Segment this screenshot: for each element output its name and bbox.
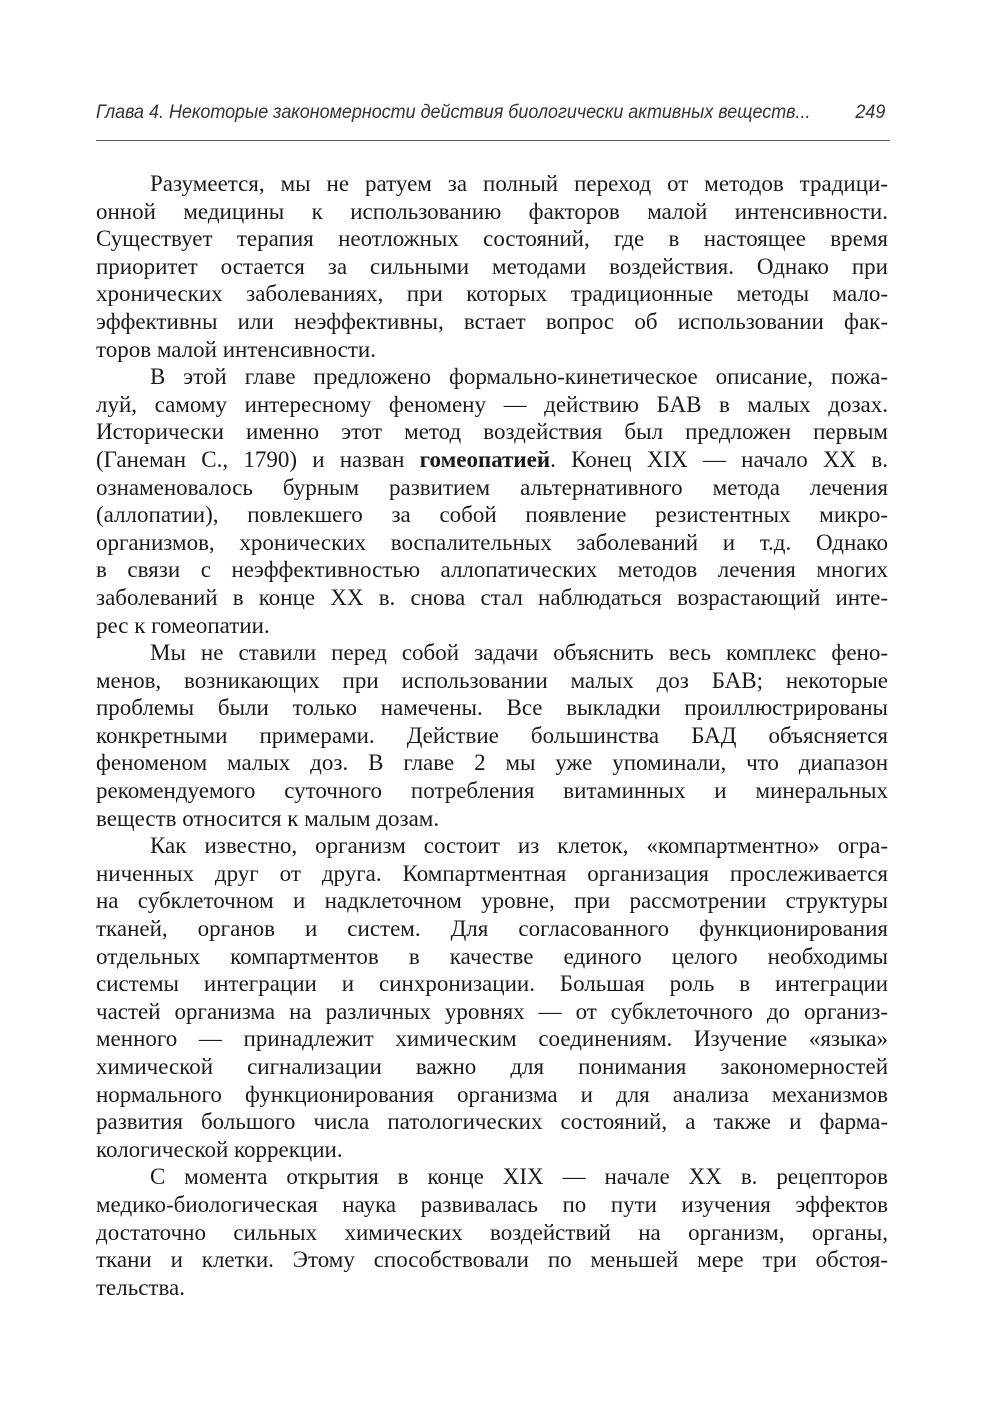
- text-line: [96, 556, 888, 584]
- text-line-content: приоритет остается за сильными методами воздействия. Однако при: [96, 253, 888, 279]
- text-line: [96, 1163, 888, 1191]
- text-line: [96, 1246, 888, 1274]
- text-line: [96, 694, 888, 722]
- text-line: [96, 391, 888, 419]
- text-line-content: нормального функционирования организма и для анализа механизмов: [96, 1081, 888, 1107]
- text-line: [96, 363, 888, 391]
- text-line: [96, 887, 888, 915]
- text-line-content: рекомендуемого суточного потребления витаминных и минеральных: [96, 778, 888, 804]
- text-line-content: в связи с неэффективностью аллопатических методов лечения многих: [96, 557, 888, 583]
- text-line-content: ознаменовалось бурным развитием альтернативного метода лечения: [96, 474, 888, 500]
- text-line-content: менного — принадлежит химическим соединениям. Изучение «языка»: [96, 1026, 888, 1052]
- text-line-content: на субклеточном и надклеточном уровне, при рассмотрении структуры: [96, 888, 888, 914]
- text-line-content: химической сигнализации важно для понимания закономерностей: [96, 1054, 888, 1079]
- text-line-content: веществ относится к малым дозам.: [96, 805, 440, 831]
- text-line-content: торов малой интенсивности.: [96, 336, 376, 362]
- text-line: [96, 749, 888, 777]
- text-line: [96, 1081, 888, 1109]
- text-line: [96, 860, 888, 888]
- text-line: [96, 584, 888, 612]
- running-header: [96, 101, 886, 124]
- text-line-content: ниченных друг от друга. Компартментная организация прослеживается: [96, 860, 888, 886]
- text-line-content: достаточно сильных химических воздействий на организм, органы,: [96, 1219, 888, 1245]
- text-line: [96, 970, 888, 998]
- text-line: [96, 998, 888, 1026]
- text-line-content: эффективны или неэффективны, встает вопрос об использовании фак-: [96, 308, 888, 334]
- text-line: [96, 198, 888, 226]
- text-line: [96, 446, 888, 474]
- text-line: [96, 474, 888, 502]
- text-line-content: тканей, органов и систем. Для согласованного функционирования: [96, 916, 888, 942]
- text-line-content: Как известно, организм состоит из клеток, «компартментно» огра-: [150, 833, 888, 859]
- text-line: [96, 639, 888, 667]
- paragraph: [96, 639, 888, 832]
- text-line: [96, 1219, 888, 1247]
- text-line-content: ткани и клетки. Этому способствовали по меньшей мере три обстоя-: [96, 1247, 888, 1273]
- text-line: [96, 777, 888, 805]
- text-line: [96, 915, 888, 943]
- text-line-content: системы интеграции и синхронизации. Большая роль в интеграции: [96, 971, 888, 997]
- text-line: [96, 336, 888, 364]
- text-line: [96, 170, 888, 198]
- text-line-content: проблемы были только намечены. Все выкладки проиллюстрированы: [96, 695, 888, 721]
- text-line-content: Разумеется, мы не ратуем за полный переход от методов традици-: [150, 171, 888, 196]
- text-line-content: (аллопатии), повлекшего за собой появление резистентных микро-: [96, 502, 888, 528]
- text-line: [96, 1274, 888, 1302]
- text-line-content: Существует терапия неотложных состояний, где в настоящее время: [96, 226, 888, 252]
- text-line: [96, 1053, 888, 1081]
- text-line-content: развития большого числа патологических состояний, а также и фарма-: [96, 1109, 888, 1135]
- text-line-content: медико-биологическая наука развивалась по пути изучения эффектов: [96, 1191, 888, 1217]
- text-line-content: Мы не ставили перед собой задачи объяснить весь комплекс фено-: [150, 640, 888, 666]
- text-line-content: (Ганеман С., 1790) и назван: [96, 446, 420, 472]
- bold-term: гомеопатией: [419, 446, 551, 472]
- text-line-content: менов, возникающих при использовании малых доз БАВ; некоторые: [96, 667, 888, 693]
- text-line: [96, 943, 888, 971]
- paragraph: [96, 832, 888, 1163]
- paragraph: [96, 170, 888, 363]
- text-line: [96, 1025, 888, 1053]
- text-line-content: частей организма на различных уровнях — от субклеточного до организ-: [96, 998, 888, 1024]
- text-line-content: феноменом малых доз. В главе 2 мы уже упоминали, что диапазон: [96, 750, 888, 776]
- text-line: [96, 722, 888, 750]
- paragraph: [96, 363, 888, 639]
- text-line: [96, 1108, 888, 1136]
- paragraph: [96, 1163, 888, 1301]
- text-line: [96, 1136, 888, 1164]
- text-line: [96, 1191, 888, 1219]
- text-line-tail: . Конец XIX — начало XX в.: [550, 446, 889, 472]
- text-line-content: луй, самому интересному феномену — действию БАВ в малых дозах.: [96, 391, 888, 417]
- text-line: [96, 418, 888, 446]
- text-line-content: конкретными примерами. Действие большинства БАД объясняется: [96, 722, 888, 748]
- text-line-content: тельства.: [96, 1274, 186, 1300]
- text-line: [96, 667, 888, 695]
- text-line-content: кологической коррекции.: [96, 1136, 343, 1162]
- text-line-content: Исторически именно этот метод воздействия был предложен первым: [96, 419, 888, 445]
- text-line-content: хронических заболеваниях, при которых традиционные методы мало-: [96, 281, 888, 307]
- text-line: [96, 529, 888, 557]
- text-line: [96, 832, 888, 860]
- text-line-content: отдельных компартментов в качестве единого целого необходимы: [96, 943, 888, 969]
- text-line-content: заболеваний в конце XX в. снова стал наблюдаться возрастающий инте-: [96, 584, 888, 610]
- text-line-content: С момента открытия в конце XIX — начале XX в. рецепторов: [150, 1164, 888, 1190]
- body-text: [96, 170, 888, 1301]
- running-header-title: Глава 4. Некоторые закономерности действия биологически активных веществ...: [96, 101, 811, 123]
- text-line-content: онной медицины к использованию факторов малой интенсивности.: [96, 198, 888, 224]
- header-rule: [96, 140, 890, 141]
- text-line: [96, 225, 888, 253]
- text-line: [96, 805, 888, 833]
- text-line-content: рес к гомеопатии.: [96, 612, 270, 638]
- text-line-content: организмов, хронических воспалительных заболеваний и т.д. Однако: [96, 529, 888, 555]
- text-line: [96, 501, 888, 529]
- text-line-content: В этой главе предложено формально-кинетическое описание, пожа-: [150, 364, 888, 390]
- text-line: [96, 253, 888, 281]
- text-line: [96, 280, 888, 308]
- page-number: 249: [855, 101, 886, 123]
- text-line: [96, 612, 888, 640]
- text-line: [96, 308, 888, 336]
